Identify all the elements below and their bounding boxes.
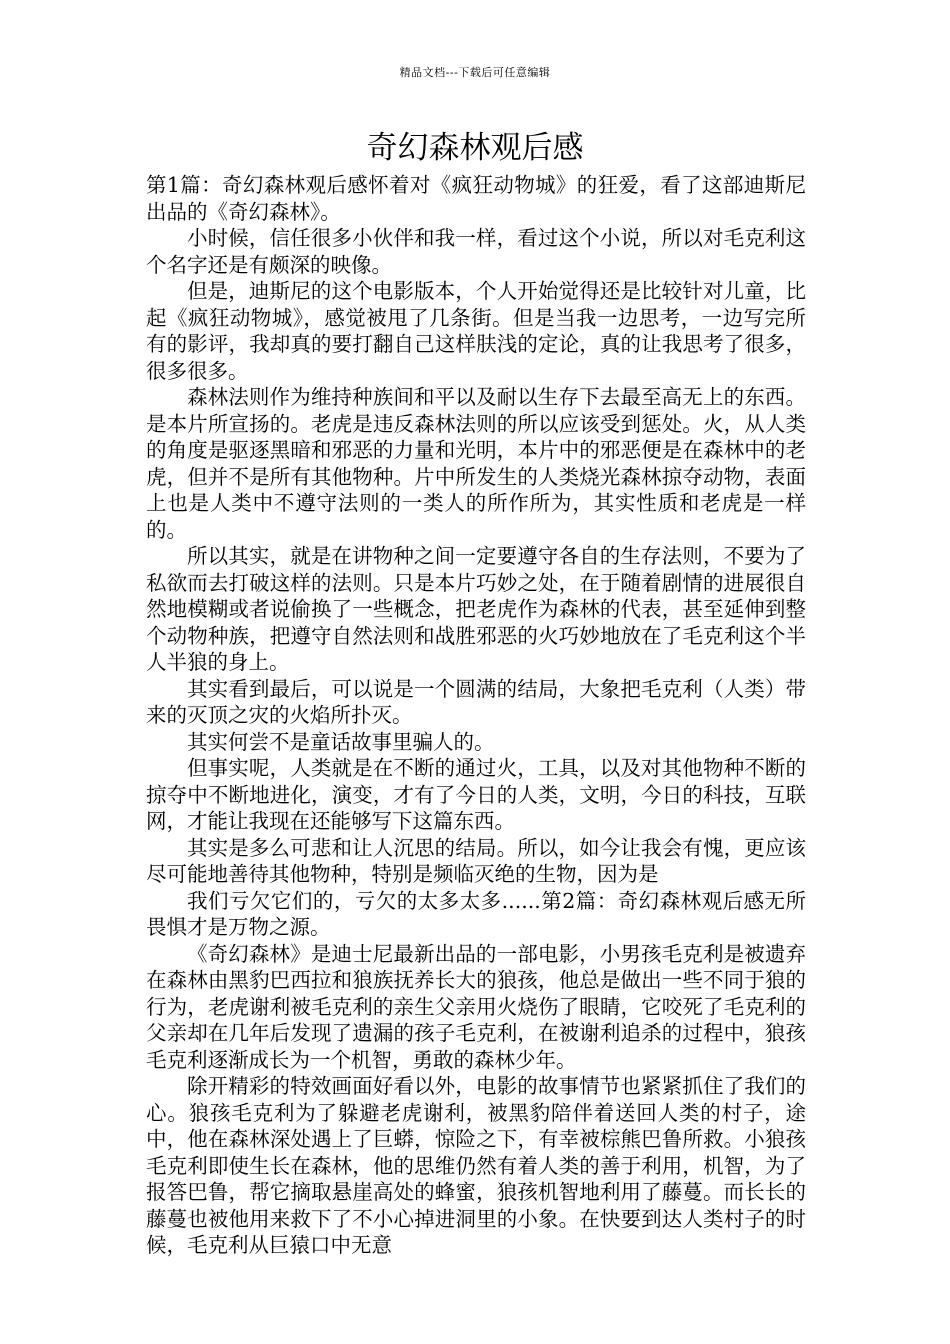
paragraph: 第1篇：奇幻森林观后感怀着对《疯狂动物城》的狂爱，看了这部迪斯尼出品的《奇幻森林》。	[146, 173, 806, 224]
paragraph: 所以其实，就是在讲物种之间一定要遵守各自的生存法则，不要为了私欲而去打破这样的法则。只是本片巧妙之处，在于随着剧情的进展很自然地模糊或者说偷换了一些概念，把老虎作为森林的代表，甚至延伸到整个动物种族，把遵守自然法则和战胜邪恶的火巧妙地放在了毛克利这个半人半狼的身上。	[146, 544, 806, 674]
document-title: 奇幻森林观后感	[366, 130, 584, 166]
paragraph: 《奇幻森林》是迪士尼最新出品的一部电影，小男孩毛克利是被遗弃在森林由黑豹巴西拉和狼族抚养长大的狼孩，他总是做出一些不同于狼的行为，老虎谢利被毛克利的亲生父亲用火烧伤了眼睛，它咬死了毛克利的父亲却在几年后发现了遗漏的孩子毛克利，在被谢利追杀的过程中，狼孩毛克利逐渐成长为一个机智，勇敢的森林少年。	[146, 941, 806, 1072]
paragraph: 但事实呢，人类就是在不断的通过火，工具，以及对其他物种不断的掠夺中不断地进化，演变，才有了今日的人类，文明，今日的科技，互联网，才能让我现在还能够写下这篇东西。	[146, 756, 806, 833]
header-note: 精品文档---下载后可任意编辑	[399, 66, 551, 79]
paragraph: 小时候，信任很多小伙伴和我一样，看过这个小说，所以对毛克利这个名字还是有颇深的映像。	[146, 226, 806, 277]
paragraph: 我们亏欠它们的，亏欠的太多太多......第2篇：奇幻森林观后感无所畏惧才是万物之源。	[146, 888, 806, 939]
document-body	[146, 172, 806, 1259]
paragraph: 但是，迪斯尼的这个电影版本，个人开始觉得还是比较针对儿童，比起《疯狂动物城》，感觉被甩了几条街。但是当我一边思考，一边写完所有的影评，我却真的要打翻自己这样肤浅的定论，真的让我思考了很多，很多很多。	[146, 279, 806, 383]
paragraph: 森林法则作为维持种族间和平以及耐以生存下去最至高无上的东西。是本片所宣扬的。老虎是违反森林法则的所以应该受到惩处。火，从人类的角度是驱逐黑暗和邪恶的力量和光明，本片中的邪恶便是在森林中的老虎，但并不是所有其他物种。片中所发生的人类烧光森林掠夺动物，表面上也是人类中不遵守法则的一类人的所作所为，其实性质和老虎是一样的。	[146, 385, 806, 542]
paragraph: 除开精彩的特效画面好看以外，电影的故事情节也紧紧抓住了我们的心。狼孩毛克利为了躲避老虎谢利，被黑豹陪伴着送回人类的村子，途中，他在森林深处遇上了巨蟒，惊险之下，有幸被棕熊巴鲁所救。小狼孩毛克利即使生长在森林，他的思维仍然有着人类的善于利用，机智，为了报答巴鲁，帮它摘取悬崖高处的蜂蜜，狼孩机智地利用了藤蔓。而长长的藤蔓也被他用来救下了不小心掉进洞里的小象。在快要到达人类村子的时候，毛克利从巨猿口中无意	[146, 1074, 806, 1257]
paragraph: 其实看到最后，可以说是一个圆满的结局，大象把毛克利（人类）带来的灭顶之灾的火焰所扑灭。	[146, 676, 806, 727]
paragraph: 其实是多么可悲和让人沉思的结局。所以，如今让我会有愧，更应该尽可能地善待其他物种，特别是频临灭绝的生物，因为是	[146, 835, 806, 886]
paragraph: 其实何尝不是童话故事里骗人的。	[187, 729, 495, 754]
